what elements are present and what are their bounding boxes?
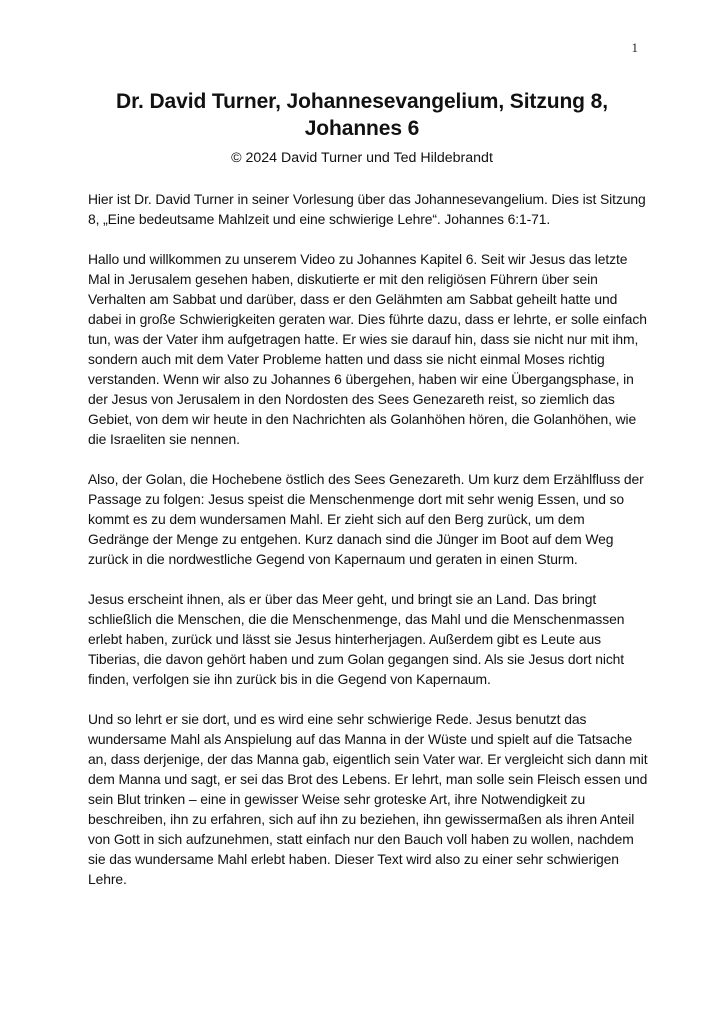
- document-body: [88, 189, 648, 909]
- document-title: Dr. David Turner, Johannesevangelium, Sitzung 8, Johannes 6: [116, 90, 608, 140]
- paragraph-intro: Hier ist Dr. David Turner in seiner Vorlesung über das Johannesevangelium. Dies ist Sitzung 8, „Eine bedeutsame Mahlzeit und eine schwierige Lehre“. Johannes 6:1-71.: [88, 191, 646, 227]
- paragraph-welcome: Hallo und willkommen zu unserem Video zu Johannes Kapitel 6. Seit wir Jesus das letzte Mal in Jerusalem gesehen haben, diskutierte er mit den religiösen Führern über sein Verhalten am Sabbat und darüber, dass er den Gelähmten am Sabbat geheilt hatte und dabei in große Schwierigkeiten geraten war. Dies führte dazu, dass er lehrte, er solle einfach tun, was der Vater ihm aufgetragen hatte. Er wies sie darauf hin, dass sie nicht nur mit ihm, sondern auch mit dem Vater Probleme hatten und dass sie nicht einmal Moses richtig verstanden. Wenn wir also zu Johannes 6 übergehen, haben wir eine Übergangsphase, in der Jesus von Jerusalem in den Nordosten des Sees Genezareth reist, so ziemlich das Gebiet, von dem wir heute in den Nachrichten als Golanhöhen hören, die Golanhöhen, wie die Israeliten sie nennen.: [88, 251, 647, 447]
- page-number: 1: [631, 40, 638, 55]
- paragraph-golan: Also, der Golan, die Hochebene östlich des Sees Genezareth. Um kurz dem Erzählfluss der Passage zu folgen: Jesus speist die Menschenmenge dort mit sehr wenig Essen, und so kommt es zu dem wundersamen Mahl. Er zieht sich auf den Berg zurück, um dem Gedränge der Menge zu entgehen. Kurz danach sind die Jünger im Boot auf dem Weg zurück in die nordwestliche Gegend von Kapernaum und geraten in einen Sturm.: [88, 471, 644, 567]
- paragraph-walking-on-sea: Jesus erscheint ihnen, als er über das Meer geht, und bringt sie an Land. Das bringt schließlich die Menschen, die die Menschenmenge, das Mahl und die Menschenmassen erlebt haben, zurück und lässt sie Jesus hinterherjagen. Außerdem gibt es Leute aus Tiberias, die davon gehört haben und zum Golan gegangen sind. Als sie Jesus dort nicht finden, verfolgen sie ihn zurück bis in die Gegend von Kapernaum.: [88, 591, 625, 687]
- copyright-line: © 2024 David Turner und Ted Hildebrandt: [231, 150, 493, 166]
- paragraph-difficult-teaching: Und so lehrt er sie dort, und es wird eine sehr schwierige Rede. Jesus benutzt das wundersame Mahl als Anspielung auf das Manna in der Wüste und spielt auf die Tatsache an, dass derjenige, der das Manna gab, eigentlich sein Vater war. Er vergleicht sich dann mit dem Manna und sagt, er sei das Brot des Lebens. Er lehrt, man solle sein Fleisch essen und sein Blut trinken – eine in gewisser Weise sehr groteske Art, ihre Notwendigkeit zu beschreiben, ihn zu erfahren, sich auf ihn zu beziehen, ihn gewissermaßen als ihren Anteil von Gott in sich aufzunehmen, statt einfach nur den Bauch voll haben zu wollen, nachdem sie das wundersame Mahl erlebt haben. Dieser Text wird also zu einer sehr schwierigen Lehre.: [88, 711, 648, 887]
